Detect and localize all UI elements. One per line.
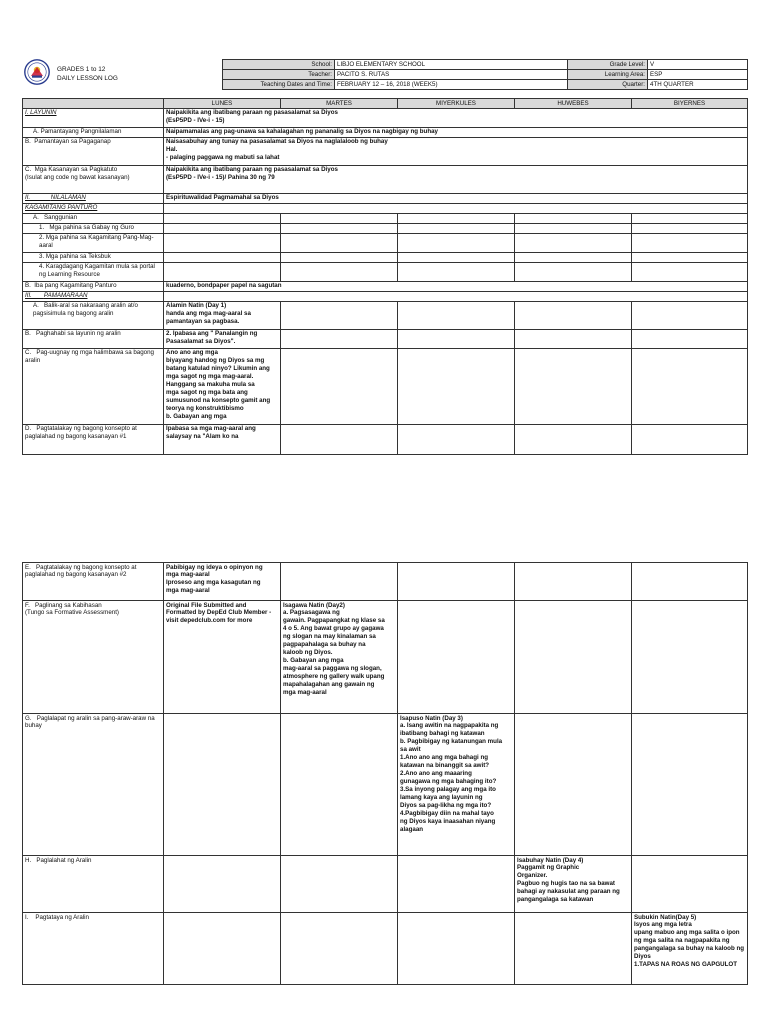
lesson-table-part-1 [22, 98, 748, 455]
label-text: Pagtatalakay ng bagong konsepto at paglalahad ng bagong kasanayan #2 [25, 563, 137, 579]
label-text: Mga pahina sa Gabay ng Guro [49, 224, 134, 232]
row-label-paglinang: F. Paglinang sa Kabihasan (Tungo sa Formative Assessment) [23, 601, 164, 714]
deped-seal-icon [24, 59, 50, 85]
row-label-iba-pang-kagamitan: B. Iba pang Kagamitang Panturo [23, 281, 164, 291]
day-header: MARTES [281, 99, 398, 109]
blank-cell [632, 563, 748, 601]
blank-cell [515, 233, 632, 252]
blank-cell [515, 714, 632, 856]
label-text: Mga pahina sa Teksbuk [45, 253, 111, 261]
row-label-paghahabi: B. Paghahabi sa layunin ng aralin [23, 329, 164, 348]
blank-cell [632, 213, 748, 223]
logo-caption [57, 65, 118, 84]
label-text: PAMAMARAAN [43, 292, 88, 300]
blank-cell [281, 213, 398, 223]
day-header: MIYERKULES [398, 99, 515, 109]
blank-cell [515, 262, 632, 281]
blank-cell [281, 913, 398, 985]
blank-cell [632, 714, 748, 856]
blank-cell [164, 252, 281, 262]
blank-cell [164, 203, 748, 213]
blank-cell [164, 262, 281, 281]
paglinang-martes: Isagawa Natin (Day2) a. Pagsasagawa ng gawain. Pagpapangkat ng klase sa 4 o 5. Ang bawat grupo ay gagawa ng slogan na may kinalaman sa pagpapahalaga sa buhay na kaloob ng Diyos. b. Gabayan ang mga mag-aaral sa paggawa ng slogan, atmosphere ng gallery walk upang mapahalagahan ang gawain ng mga mag-aaral [281, 601, 398, 714]
school-value: LIBJO ELEMENTARY SCHOOL [335, 60, 568, 70]
learning-area-label: Learning Area: [568, 70, 648, 80]
blank-cell [632, 424, 748, 454]
blank-cell [398, 329, 515, 348]
blank-cell [281, 714, 398, 856]
day-header: LUNES [164, 99, 281, 109]
blank-cell [281, 563, 398, 601]
blank-cell [632, 233, 748, 252]
pagtatalakay-2-lunes: Pabibigay ng ideya o opinyon ng mga mag-aaral Iproseso ang mga kasagutan ng mga mag-aaral [164, 563, 281, 601]
blank-cell [164, 233, 281, 252]
row-label-gabay-ng-guro: 1. Mga pahina sa Gabay ng Guro [23, 223, 164, 233]
blank-cell [515, 913, 632, 985]
lesson-table-part-2 [22, 562, 748, 985]
blank-cell [164, 291, 748, 301]
row-label-sanggunian: A. Sanggunian [23, 213, 164, 223]
blank-cell [398, 233, 515, 252]
quarter-value: 4TH QUARTER [648, 80, 748, 90]
paglalahat-huwebes: Isabuhay Natin (Day 4) Paggamit ng Graphic Organizer. Pagbuo ng hugis tao na sa bawat bahagi ay nakasulat ang paraan ng pangangalaga sa katawan [515, 856, 632, 913]
paghahabi-lunes: 2. Ipabasa ang " Panalangin ng Pasasalamat sa Diyos". [164, 329, 281, 348]
row-label-layunin: I. LAYUNIN [23, 108, 164, 127]
blank-cell [281, 233, 398, 252]
paglalapat-miyerkules: Isapuso Natin (Day 3) a. Isang awitin na nagpapakita ng ibatibang bahagi ng katawan b. Pagbibigay ng katanungan mula sa awit 1.Ano ano ang mga bahagi ng katawan na binanggit sa awit? 2.Ano ano ang maaaring gunagawa ng mga bahaging ito? 3.Sa inyong palagay ang mga ito lamang kaya ang layunin ng Diyos sa pag-likha ng mga ito? 4.Pagbibigay diin na mahal tayo ng Diyos kaya inaasahan niyang alagaan [398, 714, 515, 856]
blank-cell [632, 252, 748, 262]
blank-cell [398, 563, 515, 601]
header-info-table [222, 59, 748, 90]
pag-uugnay-lunes: Ano ano ang mga biyayang handog ng Diyos sa mg batang katulad ninyo? Likumin ang mga sagot ng mga mag-aaral. Hanggang sa makuha mula sa mga sagot ng mga bata ang sumusunod na konsepto gamit ang teorya ng konstruktibismo b. Gabayan ang mga [164, 348, 281, 424]
row-label-pagtatalakay-2: E. Pagtatalakay ng bagong konsepto at paglalahad ng bagong kasanayan #2 [23, 563, 164, 601]
quarter-label: Quarter: [568, 80, 648, 90]
label-text: Sanggunian [44, 214, 78, 222]
label-text: Mga pahina sa Kagamitang Pang-Mag-aaral [39, 234, 154, 250]
label-text: Iba pang Kagamitang Panturo [34, 282, 117, 290]
blank-cell [515, 223, 632, 233]
blank-cell [164, 856, 281, 913]
row-label-pamantayang-pangnilalaman: A. Pamantayang Pangnilalaman [23, 127, 164, 137]
row-label-pagtataya: I. Pagtataya ng Aralin [23, 913, 164, 985]
row-label-nilalaman: II. NILALAMAN [23, 193, 164, 203]
blank-cell [281, 223, 398, 233]
balik-aral-lunes: Alamin Natin (Day 1) handa ang mga mag-aaral sa pamantayan sa pagbasa. [164, 301, 281, 329]
blank-cell [632, 601, 748, 714]
pagtatalakay-1-lunes: Ipabasa sa mga mag-aaral ang salaysay na "Alam ko na [164, 424, 281, 454]
label-text: Pag-uugnay ng mga halimbawa sa bagong aralin [25, 349, 155, 364]
label-text: Paglinang sa Kabihasan (Tungo sa Formative Assessment) [25, 601, 119, 617]
day-header: HUWEBES [515, 99, 632, 109]
blank-cell [398, 601, 515, 714]
blank-cell [398, 856, 515, 913]
blank-cell [281, 329, 398, 348]
pamantayang-pangnilalaman-value: Naipamamalas ang pag-unawa sa kahalagahan ng pananalig sa Diyos na nagbigay ng buhay [164, 127, 748, 137]
dates-value: FEBRUARY 12 – 16, 2018 (WEEK5) [335, 80, 568, 90]
row-label-pamamaraan: III. PAMAMARAAN [23, 291, 164, 301]
logo-caption-grades: GRADES 1 to 12 [57, 66, 106, 73]
blank-cell [398, 213, 515, 223]
label-text: Pagtatalakay ng bagong konsepto at paglalahad ng bagong kasanayan #1 [25, 425, 137, 440]
blank-cell [515, 252, 632, 262]
blank-cell [515, 329, 632, 348]
blank-cell [632, 329, 748, 348]
blank-cell [164, 223, 281, 233]
iba-pang-kagamitan-value: kuaderno, bondpaper papel na sagutan [164, 281, 748, 291]
grade-level-label: Grade Level: [568, 60, 648, 70]
paglinang-lunes: Original File Submitted and Formatted by DepEd Club Member - visit depedclub.com for more [164, 601, 281, 714]
row-label-paglalapat: G. Paglalapat ng aralin sa pang-araw-araw na buhay [23, 714, 164, 856]
label-text: Karagdagang Kagamitan mula sa portal ng Learning Resource [39, 263, 155, 279]
blank-cell [398, 424, 515, 454]
blank-cell [515, 563, 632, 601]
day-header: BIYERNES [632, 99, 748, 109]
dates-label: Teaching Dates and Time: [223, 80, 335, 90]
row-label-kagamitang-pang-mag-aaral: 2. Mga pahina sa Kagamitang Pang-Mag-aaral [23, 233, 164, 252]
label-text: Paglalapat ng aralin sa pang-araw-araw na buhay [25, 714, 155, 730]
label-text: Pamantayan sa Pagaganap [34, 138, 111, 146]
blank-cell [632, 301, 748, 329]
row-label-balik-aral: A. Balik-aral sa nakaraang aralin at/o pagsisimula ng bagong aralin [23, 301, 164, 329]
learning-area-value: ESP [648, 70, 748, 80]
pamantayan-sa-pagaganap-value: Naisasabuhay ang tunay na pasasalamat sa Diyos na naglalaloob ng buhay Hal. - palaging paggawa ng mabuti sa lahat [164, 137, 748, 165]
blank-cell [398, 223, 515, 233]
corner-cell [23, 99, 164, 109]
blank-cell [281, 856, 398, 913]
layunin-value: Naipakikita ang ibatibang paraan ng pasasalamat sa Diyos (EsP5PD - IVe-i - 15) [164, 108, 748, 127]
pagtataya-biyernes: Subukin Natin(Day 5) Isyos ang mga letra upang mabuo ang mga salita o ipon ng mga salita na nagpapakita ng pangangalaga sa buhay na kaloob ng Diyos 1.TAPAS NA ROAS NG GAPGULOT [632, 913, 748, 985]
blank-cell [515, 213, 632, 223]
row-label-pamantayan-sa-pagaganap: B. Pamantayan sa Pagaganap [23, 137, 164, 165]
nilalaman-value: Espirituwalidad Pagmamahal sa Diyos [164, 193, 748, 203]
school-label: School: [223, 60, 335, 70]
label-text: Paghahabi sa layunin ng aralin [36, 330, 121, 337]
blank-cell [164, 714, 281, 856]
kasanayan-value: Naipakikita ang ibatibang paraan ng pasasalamat sa Diyos (EsP5PD - IVe-i - 15)/ Pahina 30 ng 79 [164, 165, 748, 193]
blank-cell [281, 262, 398, 281]
row-label-pag-uugnay: C. Pag-uugnay ng mga halimbawa sa bagong aralin [23, 348, 164, 424]
blank-cell [281, 424, 398, 454]
blank-cell [164, 213, 281, 223]
row-label-learning-resource: 4. Karagdagang Kagamitan mula sa portal ng Learning Resource [23, 262, 164, 281]
row-label-teksbuk: 3. Mga pahina sa Teksbuk [23, 252, 164, 262]
lesson-log-page-1 [0, 0, 768, 480]
teacher-label: Teacher: [223, 70, 335, 80]
teacher-value: PACITO S. RUTAS [335, 70, 568, 80]
blank-cell [398, 348, 515, 424]
blank-cell [398, 301, 515, 329]
blank-cell [515, 424, 632, 454]
row-label-pagtatalakay-1: D. Pagtatalakay ng bagong konsepto at paglalahad ng bagong kasanayan #1 [23, 424, 164, 454]
grade-level-value: V [648, 60, 748, 70]
label-text: Balik-aral sa nakaraang aralin at/o pagsisimula ng bagong aralin [33, 302, 138, 317]
row-label-paglalahat: H. Paglalahat ng Aralin [23, 856, 164, 913]
lesson-log-page-2 [0, 560, 768, 1024]
label-text: Pagtataya ng Aralin [35, 913, 89, 921]
blank-cell [281, 252, 398, 262]
blank-cell [515, 348, 632, 424]
blank-cell [281, 301, 398, 329]
blank-cell [515, 301, 632, 329]
blank-cell [398, 252, 515, 262]
row-label-kasanayan: C. Mga Kasanayan sa Pagkatuto (Isulat ang code ng bawat kasanayan) [23, 165, 164, 193]
blank-cell [632, 856, 748, 913]
blank-cell [632, 348, 748, 424]
label-text: Mga Kasanayan sa Pagkatuto (Isulat ang code ng bawat kasanayan) [25, 166, 130, 182]
label-text: NILALAMAN [50, 194, 86, 202]
blank-cell [398, 262, 515, 281]
blank-cell [164, 913, 281, 985]
row-label-kagamitang-panturo: KAGAMITANG PANTURO [23, 203, 164, 213]
blank-cell [398, 913, 515, 985]
label-text: Paglalahat ng Aralin [36, 856, 92, 864]
blank-cell [632, 223, 748, 233]
logo-caption-dll: DAILY LESSON LOG [57, 75, 118, 83]
blank-cell [281, 348, 398, 424]
blank-cell [515, 601, 632, 714]
blank-cell [632, 262, 748, 281]
